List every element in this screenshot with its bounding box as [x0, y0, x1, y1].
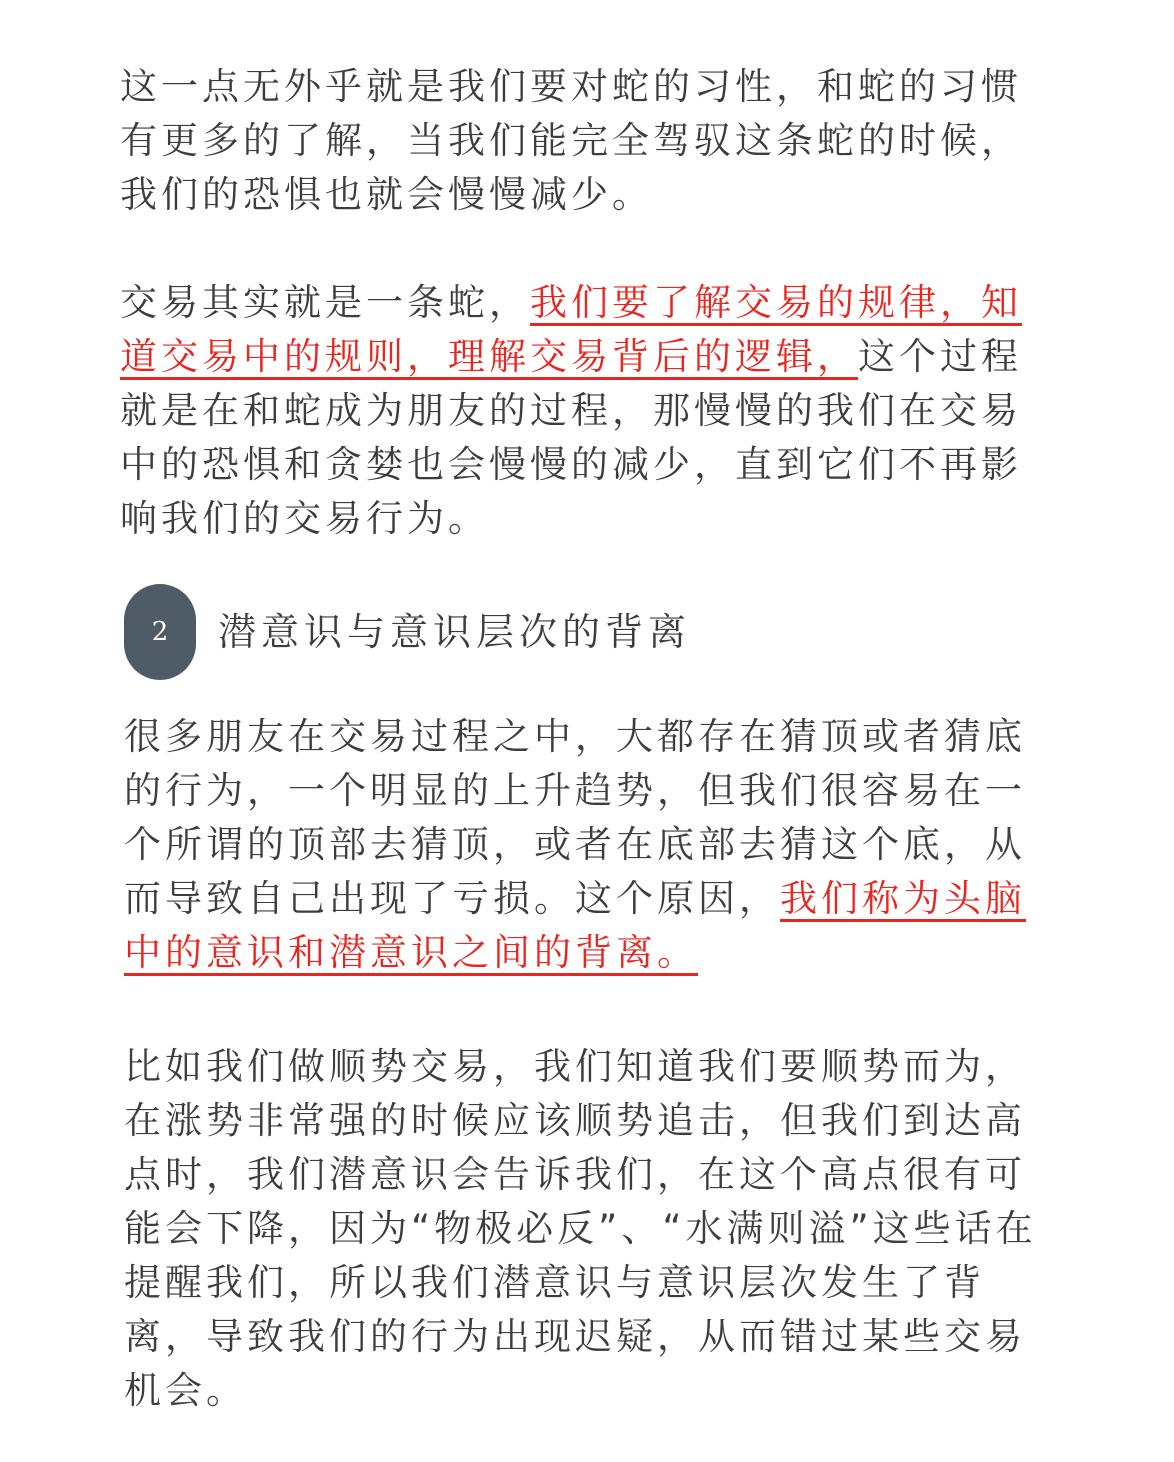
section-heading: [124, 584, 824, 680]
paragraph-trend-following-example: [124, 1040, 1042, 1418]
paragraph-snake-habits: [120, 60, 1040, 222]
highlighted-text: 我们称为头脑中的意识和潜意识之间的背离。: [124, 877, 1026, 974]
section-title: 潜意识与意识层次的背离: [218, 610, 692, 654]
paragraph-text: 比如我们做顺势交易，我们知道我们要顺势而为，在涨势非常强的时候应该顺势追击，但我们到达高点时，我们潜意识会告诉我们，在这个高点很有可能会下降，因为“物极必反”、“水满则溢”这些话在提醒我们，所以我们潜意识与意识层次发生了背离，导致我们的行为出现迟疑，从而错过某些交易机会。: [124, 1045, 1037, 1412]
highlighted-text: 我们要了解交易的规律，知道交易中的规则，理解交易背后的逻辑，: [120, 281, 1022, 378]
paragraph-guessing-tops: [124, 710, 1042, 980]
paragraph-text: 这个过程就是在和蛇成为朋友的过程，那慢慢的我们在交易中的恐惧和贪婪也会慢慢的减少，直到它们不再影响我们的交易行为。: [120, 335, 1022, 540]
paragraph-text: 交易其实就是一条蛇，: [120, 281, 530, 324]
section-number-badge: 2: [124, 584, 196, 680]
paragraph-text: 这一点无外乎就是我们要对蛇的习性，和蛇的习惯有更多的了解，当我们能完全驾驭这条蛇的时候，我们的恐惧也就会慢慢减少。: [120, 65, 1022, 216]
paragraph-trading-is-snake: [120, 276, 1040, 546]
paragraph-text: 很多朋友在交易过程之中，大都存在猜顶或者猜底的行为，一个明显的上升趋势，但我们很容易在一个所谓的顶部去猜顶，或者在底部去猜这个底，从而导致自己出现了亏损。这个原因，: [124, 715, 1026, 920]
